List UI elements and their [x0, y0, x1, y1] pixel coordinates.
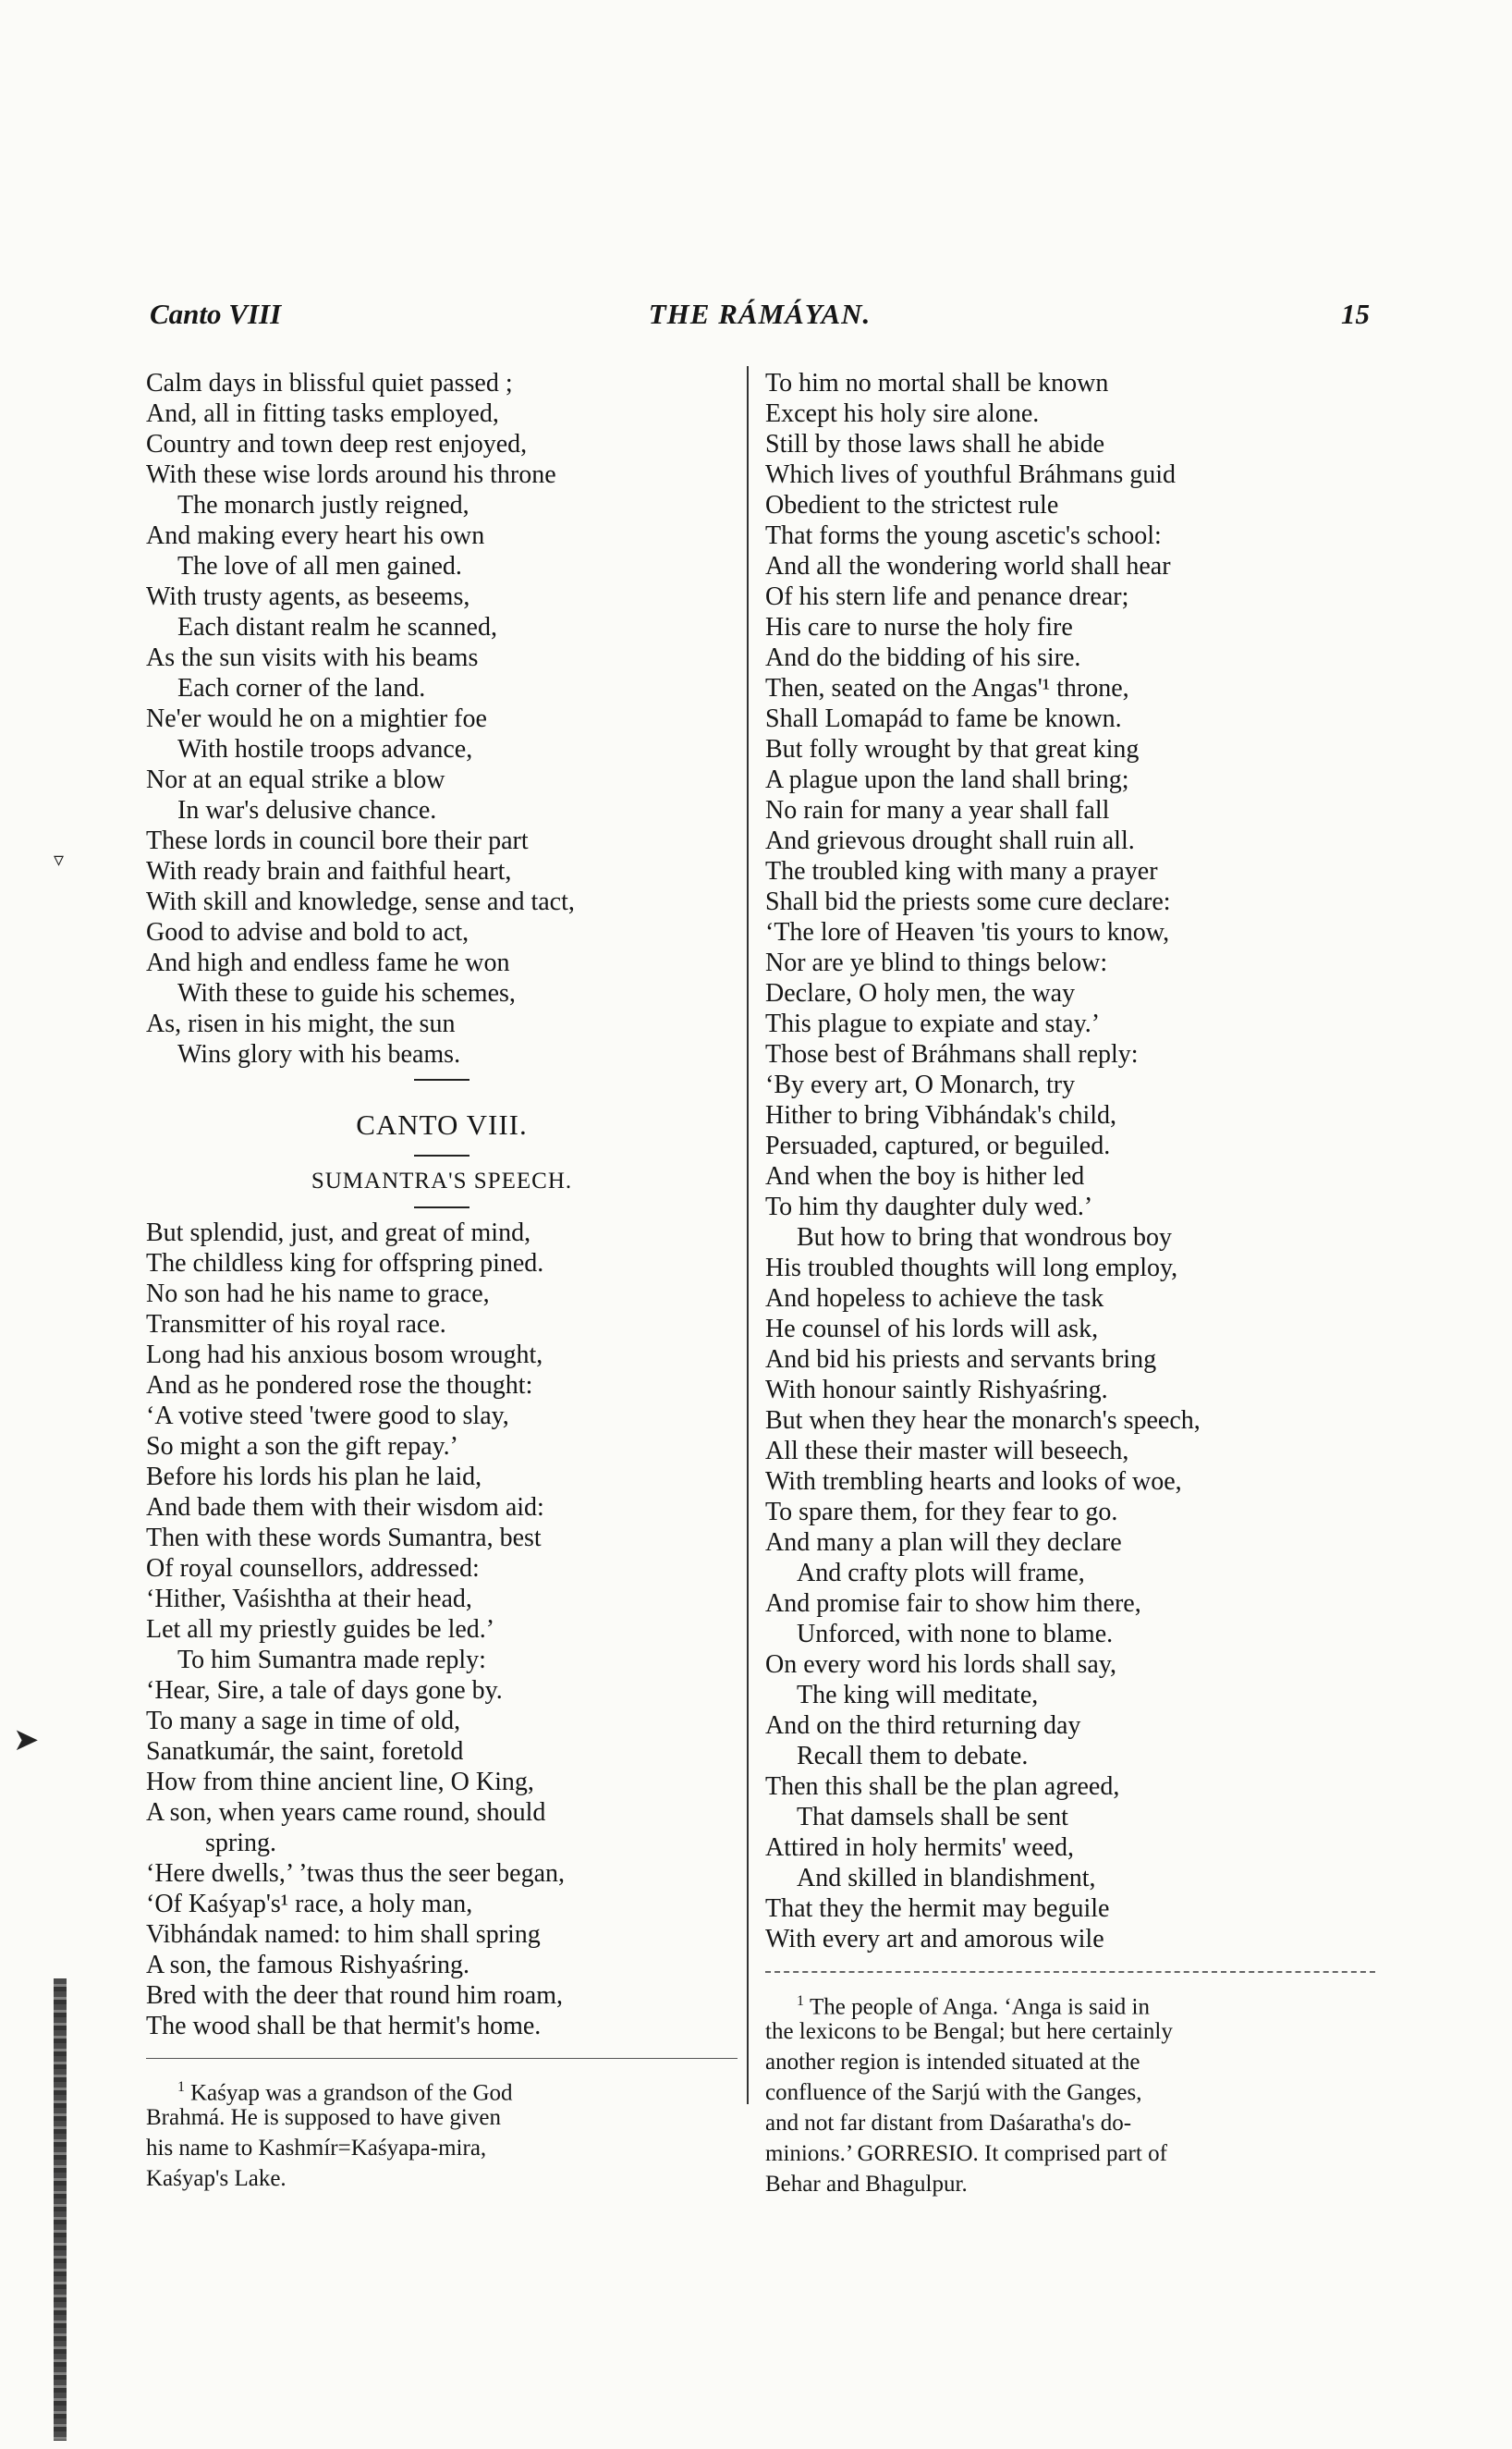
footnote-text: The people of Anga. ‘Anga is said in	[810, 1994, 1150, 2020]
verse-line: That they the hermit may beguile	[765, 1894, 1110, 1923]
verse-line: With these to guide his schemes,	[177, 979, 516, 1008]
verse-line: A son, when years came round, should	[146, 1798, 546, 1827]
verse-line: With these wise lords around his throne	[146, 460, 556, 489]
verse-line: The troubled king with many a prayer	[765, 857, 1158, 886]
verse-line: With trusty agents, as beseems,	[146, 582, 470, 611]
page-number: 15	[1341, 298, 1370, 330]
running-head-title: THE RÁMÁYAN.	[648, 298, 872, 330]
verse-line: His care to nurse the holy fire	[765, 613, 1073, 642]
verse-line: ‘By every art, O Monarch, try	[765, 1071, 1076, 1099]
footnote-right	[765, 1986, 1375, 2199]
verse-line: With every art and amorous wile	[765, 1925, 1104, 1953]
footnote-rule	[146, 2058, 738, 2059]
verse-line: Which lives of youthful Bráhmans guid	[765, 460, 1177, 489]
verse-line: With skill and knowledge, sense and tact,	[146, 888, 575, 916]
verse-line: No rain for many a year shall fall	[765, 796, 1110, 825]
verse-line: And on the third returning day	[765, 1711, 1081, 1740]
margin-mark: ▿	[54, 849, 65, 872]
verse-line: But how to bring that wondrous boy	[797, 1223, 1172, 1252]
footnote-line	[765, 2047, 1375, 2077]
footnote-text: Behar and Bhagulpur.	[765, 2172, 968, 2197]
verse-line: Nor are ye blind to things below:	[765, 949, 1108, 977]
footnote-text: his name to Kashmír=Kaśyapa-mira,	[146, 2136, 487, 2161]
verse-line: Bred with the deer that round him roam,	[146, 1981, 563, 2010]
verse-line: With trembling hearts and looks of woe,	[765, 1467, 1182, 1496]
verse-line: And many a plan will they declare	[765, 1528, 1122, 1557]
footnote-text: and not far distant from Daśaratha's do-	[765, 2111, 1132, 2136]
verse-line: Long had his anxious bosom wrought,	[146, 1341, 543, 1369]
verse-line: These lords in council bore their part	[146, 827, 529, 855]
verse-line: Transmitter of his royal race.	[146, 1310, 446, 1339]
verse-line: Recall them to debate.	[797, 1742, 1029, 1770]
footnote-marker: 1	[797, 1993, 804, 2009]
canto-heading: CANTO VIII.	[356, 1108, 528, 1141]
verse-line: And promise fair to show him there,	[765, 1589, 1141, 1618]
verse-line: Of royal counsellors, addressed:	[146, 1554, 480, 1583]
verse-line: Vibhándak named: to him shall spring	[146, 1920, 541, 1949]
verse-line: Calm days in blissful quiet passed ;	[146, 369, 513, 398]
verse-line: To him thy daughter duly wed.’	[765, 1193, 1093, 1221]
verse-line: And grievous drought shall ruin all.	[765, 827, 1135, 855]
verse-line: As the sun visits with his beams	[146, 643, 479, 672]
verse-line: To him no mortal shall be known	[765, 369, 1109, 398]
verse-line: Those best of Bráhmans shall reply:	[765, 1040, 1139, 1069]
footnote-line	[765, 2169, 1375, 2199]
verse-block-right	[765, 368, 1375, 1954]
right-column	[765, 368, 1375, 2199]
footnote-line	[765, 2108, 1375, 2138]
verse-line: ‘Hither, Vaśishtha at their head,	[146, 1585, 472, 1613]
verse-line: Unforced, with none to blame.	[797, 1620, 1114, 1648]
verse-line: But folly wrought by that great king	[765, 735, 1140, 764]
footnote-marker: 1	[177, 2079, 185, 2095]
verse-line: How from thine ancient line, O King,	[146, 1768, 534, 1796]
verse-line: The love of all men gained.	[177, 552, 462, 581]
left-column	[146, 368, 738, 2194]
verse-line: Except his holy sire alone.	[765, 399, 1040, 428]
verse-line: The wood shall be that hermit's home.	[146, 2012, 542, 2040]
verse-line: But splendid, just, and great of mind,	[146, 1218, 531, 1247]
footnote-text: the lexicons to be Bengal; but here certainly	[765, 2019, 1173, 2044]
verse-line: Obedient to the strictest rule	[765, 491, 1059, 520]
verse-line: Good to advise and bold to act,	[146, 918, 469, 947]
verse-line: Let all my priestly guides be led.’	[146, 1615, 495, 1644]
verse-line: Then with these words Sumantra, best	[146, 1524, 542, 1552]
footnote-line	[146, 2072, 738, 2106]
footnote-line	[765, 2016, 1375, 2047]
verse-line: And, all in fitting tasks employed,	[146, 399, 499, 428]
footnote-line	[146, 2133, 738, 2163]
verse-line: ‘Hear, Sire, a tale of days gone by.	[146, 1676, 503, 1705]
verse-line: So might a son the gift repay.’	[146, 1432, 459, 1461]
binding-margin-artifact	[54, 1978, 67, 2441]
verse-line: He counsel of his lords will ask,	[765, 1315, 1099, 1343]
verse-line: But when they hear the monarch's speech,	[765, 1406, 1201, 1435]
column-divider	[747, 366, 749, 2104]
verse-line: As, risen in his might, the sun	[146, 1010, 456, 1038]
verse-line: Declare, O holy men, the way	[765, 979, 1076, 1008]
verse-line: Each distant realm he scanned,	[177, 613, 497, 642]
footnote-line	[146, 2102, 738, 2133]
verse-line: And high and endless fame he won	[146, 949, 510, 977]
footnote-text: Brahmá. He is supposed to have given	[146, 2105, 501, 2130]
verse-line: Each corner of the land.	[177, 674, 426, 703]
footnote-text: minions.’ GORRESIO. It comprised part of	[765, 2141, 1167, 2166]
footnote-text: another region is intended situated at the	[765, 2050, 1140, 2075]
verse-line: spring.	[205, 1829, 276, 1857]
verse-line: Still by those laws shall he abide	[765, 430, 1105, 459]
page-header	[150, 298, 1370, 340]
verse-line: And as he pondered rose the thought:	[146, 1371, 533, 1400]
verse-line: With ready brain and faithful heart,	[146, 857, 512, 886]
footnote-line	[765, 1986, 1375, 2020]
verse-line: The king will meditate,	[797, 1681, 1039, 1709]
verse-line: Wins glory with his beams.	[177, 1040, 461, 1069]
section-divider	[414, 1079, 469, 1081]
margin-arrow-icon: ➤	[13, 1721, 40, 1758]
verse-line: Sanatkumár, the saint, foretold	[146, 1737, 464, 1766]
verse-line: And when the boy is hither led	[765, 1162, 1085, 1191]
verse-line: Of his stern life and penance drear;	[765, 582, 1129, 611]
verse-line: And bade them with their wisdom aid:	[146, 1493, 544, 1522]
verse-line: Then this shall be the plan agreed,	[765, 1772, 1120, 1801]
verse-line: Ne'er would he on a mightier foe	[146, 704, 487, 733]
verse-line: Attired in holy hermits' weed,	[765, 1833, 1074, 1862]
verse-line: His troubled thoughts will long employ,	[765, 1254, 1178, 1282]
verse-line: With honour saintly Rishyaśring.	[765, 1376, 1108, 1404]
verse-line: And skilled in blandishment,	[797, 1864, 1096, 1892]
verse-line: Nor at an equal strike a blow	[146, 765, 445, 794]
verse-line: Shall bid the priests some cure declare:	[765, 888, 1171, 916]
running-head-canto: Canto VIII	[150, 298, 282, 330]
verse-line: And making every heart his own	[146, 521, 485, 550]
footnote-text: confluence of the Sarjú with the Ganges,	[765, 2080, 1142, 2105]
verse-line: With hostile troops advance,	[177, 735, 473, 764]
verse-line: This plague to expiate and stay.’	[765, 1010, 1101, 1038]
heading-divider	[414, 1155, 469, 1157]
verse-line: Before his lords his plan he laid,	[146, 1463, 482, 1491]
verse-line: ‘Here dwells,’ ’twas thus the seer began,	[146, 1859, 566, 1888]
verse-line: A plague upon the land shall bring;	[765, 765, 1129, 794]
subheading-divider	[414, 1206, 469, 1208]
footnote-line	[146, 2163, 738, 2194]
verse-line: Shall Lomapád to fame be known.	[765, 704, 1122, 733]
verse-line: On every word his lords shall say,	[765, 1650, 1117, 1679]
footnote-text: Kaśyap's Lake.	[146, 2166, 287, 2191]
verse-line: ‘A votive steed 'twere good to slay,	[146, 1402, 509, 1430]
verse-line: Country and town deep rest enjoyed,	[146, 430, 528, 459]
verse-line: And bid his priests and servants bring	[765, 1345, 1157, 1374]
verse-line: Then, seated on the Angas'¹ throne,	[765, 674, 1129, 703]
section-heading: SUMANTRA'S SPEECH.	[311, 1169, 573, 1194]
verse-line: ‘Of Kaśyap's¹ race, a holy man,	[146, 1890, 473, 1918]
footnote-rule	[765, 1971, 1375, 1973]
verse-line: The monarch justly reigned,	[177, 491, 469, 520]
verse-line: All these their master will beseech,	[765, 1437, 1129, 1465]
verse-line: To many a sage in time of old,	[146, 1707, 461, 1735]
footnote-line	[765, 2077, 1375, 2108]
verse-line: Persuaded, captured, or beguiled.	[765, 1132, 1111, 1160]
verse-line: That forms the young ascetic's school:	[765, 521, 1162, 550]
verse-line: A son, the famous Rishyaśring.	[146, 1951, 469, 1979]
verse-line: To spare them, for they fear to go.	[765, 1498, 1118, 1526]
verse-line: That damsels shall be sent	[797, 1803, 1068, 1831]
verse-line: And all the wondering world shall hear	[765, 552, 1171, 581]
footnote-line	[765, 2138, 1375, 2169]
verse-line: And hopeless to achieve the task	[765, 1284, 1104, 1313]
verse-line: And do the bidding of his sire.	[765, 643, 1081, 672]
verse-line: And crafty plots will frame,	[797, 1559, 1085, 1587]
verse-line: In war's delusive chance.	[177, 796, 437, 825]
verse-line: No son had he his name to grace,	[146, 1280, 490, 1308]
verse-line: ‘The lore of Heaven 'tis yours to know,	[765, 918, 1170, 947]
footnote-left	[146, 2072, 738, 2194]
verse-line: Hither to bring Vibhándak's child,	[765, 1101, 1117, 1130]
footnote-text: Kaśyap was a grandson of the God	[190, 2080, 513, 2106]
verse-block-main	[146, 1218, 738, 2041]
verse-block-top	[146, 368, 738, 1070]
verse-line: The childless king for offspring pined.	[146, 1249, 544, 1278]
verse-line: To him Sumantra made reply:	[177, 1646, 486, 1674]
